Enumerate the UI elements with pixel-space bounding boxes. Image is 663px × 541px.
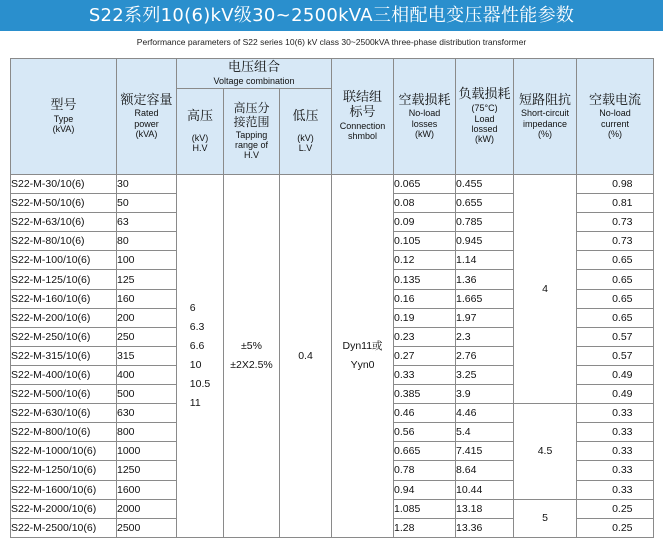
header-noload-current: 空载电流 No-load current (%) <box>577 59 654 175</box>
header-short-circuit-impedance: 短路阻抗 Short-circuit impedance (%) <box>514 59 577 175</box>
cell-noload-losses: 0.94 <box>394 480 456 499</box>
cell-type: S22-M-2000/10(6) <box>11 499 117 518</box>
table-body <box>11 175 654 538</box>
cell-rated-power: 50 <box>117 194 177 213</box>
cell-load-losses: 0.455 <box>456 175 514 194</box>
header-noload-losses: 空载损耗 No-load losses (kW) <box>394 59 456 175</box>
table-row <box>11 175 654 194</box>
cell-rated-power: 800 <box>117 423 177 442</box>
cell-rated-power: 400 <box>117 365 177 384</box>
cell-noload-current: 0.73 <box>592 213 654 232</box>
cell-noload-losses: 0.16 <box>394 289 456 308</box>
cell-noload-current: 0.33 <box>592 442 654 461</box>
cell-load-losses: 1.36 <box>456 270 514 289</box>
cell-spacer <box>577 365 592 384</box>
hv-value: 6.6 <box>189 339 205 352</box>
cell-type: S22-M-250/10(6) <box>11 327 117 346</box>
cell-rated-power: 315 <box>117 346 177 365</box>
cell-noload-losses: 1.28 <box>394 518 456 537</box>
cell-rated-power: 125 <box>117 270 177 289</box>
cell-type: S22-M-100/10(6) <box>11 251 117 270</box>
cell-noload-current: 0.33 <box>592 480 654 499</box>
cell-spacer <box>577 194 592 213</box>
cell-lv-value: 0.4 <box>280 175 332 538</box>
cell-noload-current: 0.33 <box>592 404 654 423</box>
cell-impedance-group: 4.5 <box>514 404 577 499</box>
cell-connection-symbol-value: Dyn11或 <box>342 339 383 352</box>
cell-noload-losses: 0.09 <box>394 213 456 232</box>
cell-load-losses: 0.945 <box>456 232 514 251</box>
cell-load-losses: 1.14 <box>456 251 514 270</box>
cell-rated-power: 1250 <box>117 461 177 480</box>
cell-noload-losses: 0.105 <box>394 232 456 251</box>
header-hv: 高压 (kV) H.V <box>177 89 224 175</box>
cell-noload-losses: 0.135 <box>394 270 456 289</box>
cell-tapping-range-value: ±2X2.5% <box>230 358 273 371</box>
cell-noload-losses: 0.12 <box>394 251 456 270</box>
cell-type: S22-M-500/10(6) <box>11 385 117 404</box>
cell-rated-power: 30 <box>117 175 177 194</box>
header-voltage-combination: 电压组合 Voltage combination <box>177 59 332 89</box>
cell-spacer <box>577 289 592 308</box>
cell-spacer <box>577 442 592 461</box>
cell-type: S22-M-50/10(6) <box>11 194 117 213</box>
cell-tapping-range <box>224 175 280 538</box>
cell-type: S22-M-200/10(6) <box>11 308 117 327</box>
cell-type: S22-M-125/10(6) <box>11 270 117 289</box>
cell-type: S22-M-630/10(6) <box>11 404 117 423</box>
header-connection: 联结组 标号 Connection shmbol <box>332 59 394 175</box>
cell-spacer <box>577 308 592 327</box>
cell-rated-power: 80 <box>117 232 177 251</box>
cell-noload-losses: 0.08 <box>394 194 456 213</box>
cell-connection-symbol-list <box>332 337 393 375</box>
cell-load-losses: 2.76 <box>456 346 514 365</box>
cell-noload-losses: 0.665 <box>394 442 456 461</box>
cell-type: S22-M-1250/10(6) <box>11 461 117 480</box>
cell-spacer <box>577 175 592 194</box>
cell-noload-current: 0.57 <box>592 327 654 346</box>
cell-spacer <box>577 423 592 442</box>
cell-load-losses: 7.415 <box>456 442 514 461</box>
cell-type: S22-M-30/10(6) <box>11 175 117 194</box>
header-tapping-range: 高压分 接范围 Tapping range of H.V <box>224 89 280 175</box>
cell-spacer <box>577 327 592 346</box>
cell-load-losses: 5.4 <box>456 423 514 442</box>
hv-value: 11 <box>189 396 201 409</box>
cell-noload-current: 0.57 <box>592 346 654 365</box>
cell-rated-power: 100 <box>117 251 177 270</box>
hv-value: 10 <box>189 358 202 371</box>
cell-type: S22-M-2500/10(6) <box>11 518 117 537</box>
header-rated-power: 额定容量 Rated power (kVA) <box>117 59 177 175</box>
cell-load-losses: 10.44 <box>456 480 514 499</box>
cell-connection-symbol-value: Yyn0 <box>350 358 375 371</box>
cell-noload-losses: 1.085 <box>394 499 456 518</box>
cell-load-losses: 2.3 <box>456 327 514 346</box>
cell-noload-current: 0.98 <box>592 175 654 194</box>
cell-spacer <box>577 499 592 518</box>
cell-load-losses: 1.665 <box>456 289 514 308</box>
cell-noload-current: 0.49 <box>592 385 654 404</box>
cell-type: S22-M-400/10(6) <box>11 365 117 384</box>
cell-spacer <box>577 385 592 404</box>
cell-type: S22-M-315/10(6) <box>11 346 117 365</box>
hv-value: 6 <box>189 301 196 314</box>
cell-load-losses: 0.785 <box>456 213 514 232</box>
cell-type: S22-M-800/10(6) <box>11 423 117 442</box>
cell-spacer <box>577 251 592 270</box>
cell-noload-current: 0.49 <box>592 365 654 384</box>
hv-value: 10.5 <box>189 377 211 390</box>
cell-noload-losses: 0.23 <box>394 327 456 346</box>
cell-noload-current: 0.65 <box>592 270 654 289</box>
cell-noload-losses: 0.33 <box>394 365 456 384</box>
cell-noload-losses: 0.56 <box>394 423 456 442</box>
spec-table <box>10 58 654 538</box>
cell-spacer <box>577 270 592 289</box>
cell-noload-current: 0.65 <box>592 251 654 270</box>
cell-load-losses: 1.97 <box>456 308 514 327</box>
cell-noload-losses: 0.19 <box>394 308 456 327</box>
cell-noload-losses: 0.065 <box>394 175 456 194</box>
cell-spacer <box>577 232 592 251</box>
cell-hv-values <box>177 175 224 538</box>
cell-noload-losses: 0.385 <box>394 385 456 404</box>
cell-load-losses: 13.18 <box>456 499 514 518</box>
cell-rated-power: 200 <box>117 308 177 327</box>
page-title-banner <box>0 0 663 31</box>
table-header <box>11 59 654 175</box>
cell-spacer <box>577 480 592 499</box>
cell-noload-current: 0.33 <box>592 461 654 480</box>
cell-noload-current: 0.65 <box>592 289 654 308</box>
cell-tapping-range-value: ±5% <box>241 339 262 352</box>
cell-noload-current: 0.25 <box>592 499 654 518</box>
cell-impedance-group: 4 <box>514 175 577 404</box>
cell-type: S22-M-160/10(6) <box>11 289 117 308</box>
cell-type: S22-M-63/10(6) <box>11 213 117 232</box>
cell-load-losses: 3.9 <box>456 385 514 404</box>
cell-rated-power: 160 <box>117 289 177 308</box>
hv-value-list <box>190 299 210 413</box>
cell-load-losses: 3.25 <box>456 365 514 384</box>
cell-load-losses: 0.655 <box>456 194 514 213</box>
cell-rated-power: 250 <box>117 327 177 346</box>
cell-noload-current: 0.33 <box>592 423 654 442</box>
cell-spacer <box>577 518 592 537</box>
cell-spacer <box>577 404 592 423</box>
cell-load-losses: 4.46 <box>456 404 514 423</box>
cell-noload-current: 0.25 <box>592 518 654 537</box>
cell-type: S22-M-1600/10(6) <box>11 480 117 499</box>
cell-load-losses: 8.64 <box>456 461 514 480</box>
cell-type: S22-M-1000/10(6) <box>11 442 117 461</box>
header-type: 型号 Type (kVA) <box>11 59 117 175</box>
cell-spacer <box>577 461 592 480</box>
cell-noload-losses: 0.78 <box>394 461 456 480</box>
header-lv: 低压 (kV) L.V <box>280 89 332 175</box>
cell-noload-losses: 0.27 <box>394 346 456 365</box>
cell-rated-power: 63 <box>117 213 177 232</box>
cell-rated-power: 1000 <box>117 442 177 461</box>
cell-rated-power: 1600 <box>117 480 177 499</box>
page-subtitle: Performance parameters of S22 series 10(6) kV class 30~2500kVA three-phase distribution transformer <box>136 37 527 47</box>
cell-connection-symbol <box>332 175 394 538</box>
cell-load-losses: 13.36 <box>456 518 514 537</box>
cell-type: S22-M-80/10(6) <box>11 232 117 251</box>
cell-rated-power: 630 <box>117 404 177 423</box>
page-title: S22系列10(6)kV级30~2500kVA三相配电变压器性能参数 <box>88 5 575 26</box>
cell-rated-power: 500 <box>117 385 177 404</box>
cell-noload-losses: 0.46 <box>394 404 456 423</box>
cell-spacer <box>577 213 592 232</box>
header-load-losses: 负载损耗 (75°C) Load lossed (kW) <box>456 59 514 175</box>
cell-rated-power: 2000 <box>117 499 177 518</box>
cell-impedance-group: 5 <box>514 499 577 537</box>
hv-value: 6.3 <box>189 320 205 333</box>
cell-noload-current: 0.73 <box>592 232 654 251</box>
cell-noload-current: 0.65 <box>592 308 654 327</box>
cell-spacer <box>577 346 592 365</box>
cell-tapping-range-list <box>224 337 279 375</box>
cell-noload-current: 0.81 <box>592 194 654 213</box>
cell-rated-power: 2500 <box>117 518 177 537</box>
